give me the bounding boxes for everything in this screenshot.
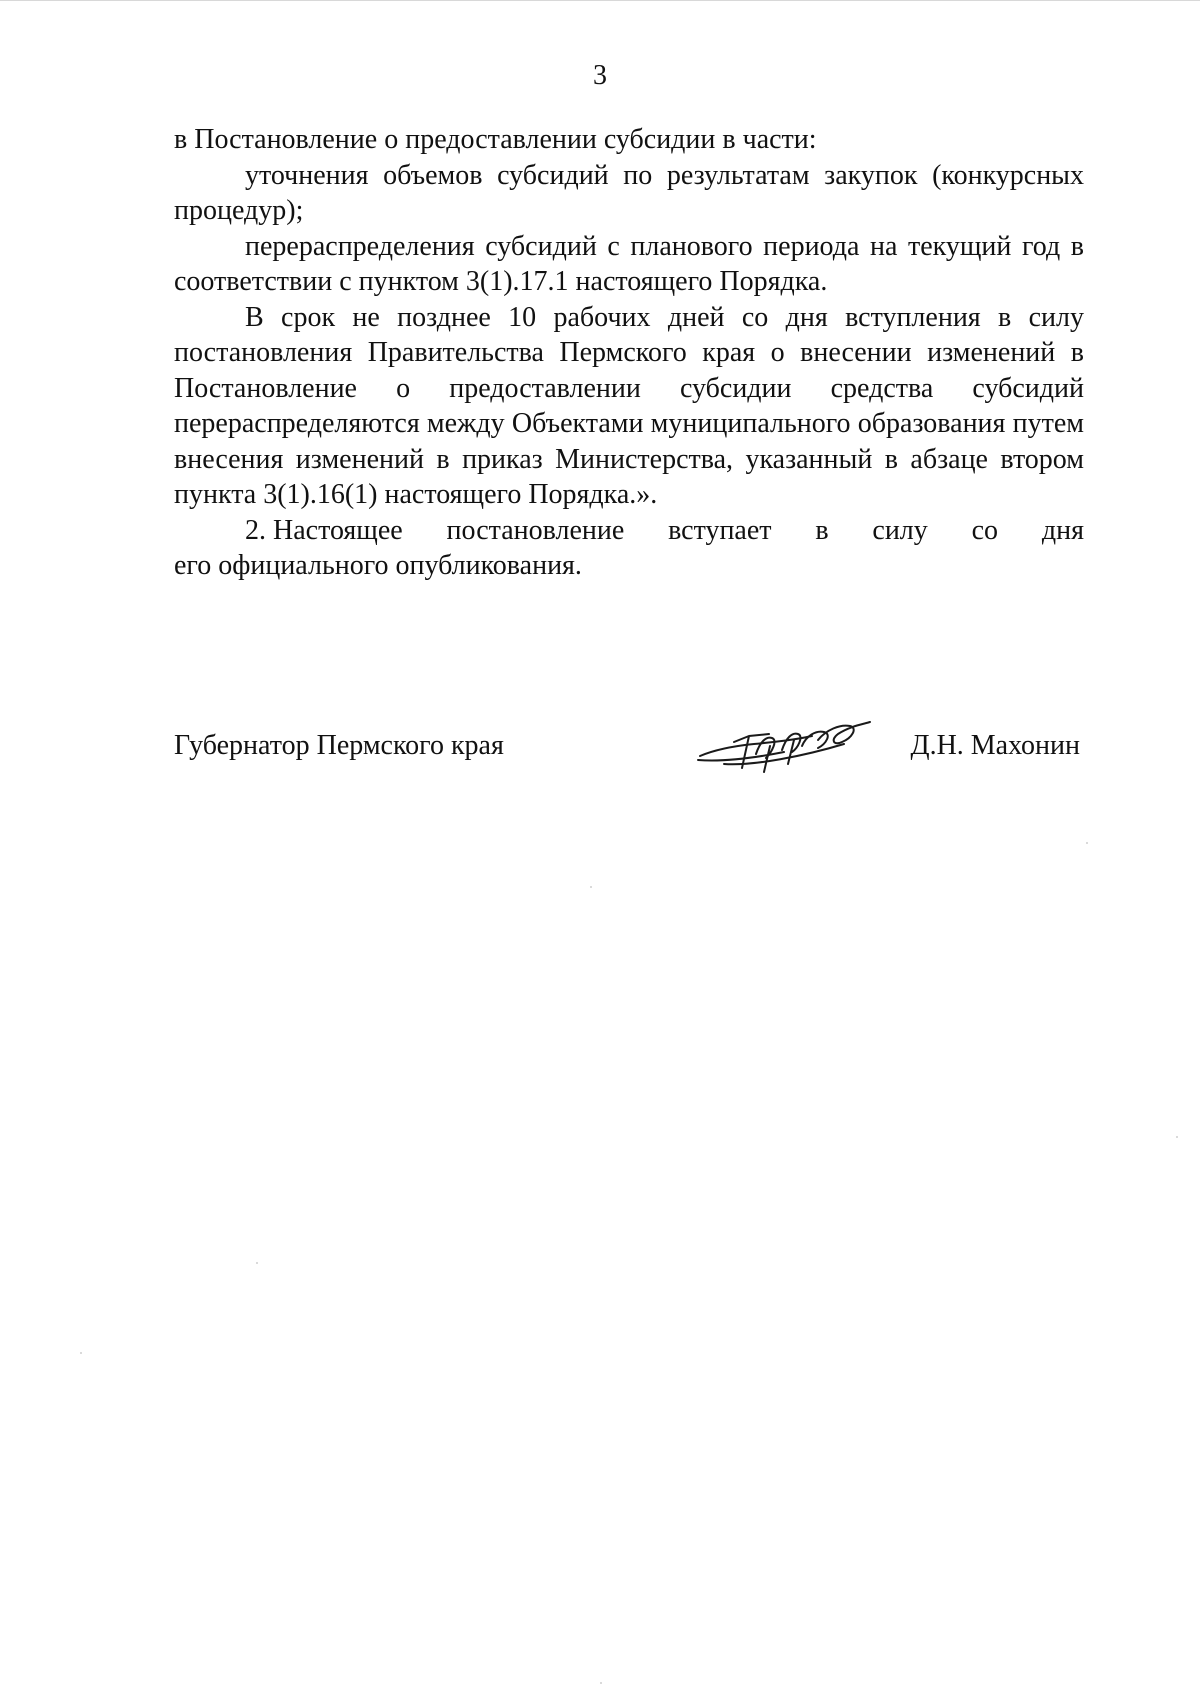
final-clause-word: силу <box>872 514 928 546</box>
final-clause-word: вступает <box>668 514 772 546</box>
scan-speck <box>80 1352 82 1354</box>
paragraph-clarification: уточнения объемов субсидий по результатам закупок (конкурсных процедур); <box>174 159 1084 226</box>
scan-speck <box>1176 1136 1178 1138</box>
signatory-name: Д.Н. Махонин <box>910 730 1080 761</box>
final-clause <box>174 513 1084 584</box>
final-clause-line-1 <box>174 513 1084 549</box>
signatory-title: Губернатор Пермского края <box>174 730 504 761</box>
final-clause-line-2: его официального опубликования. <box>174 550 582 581</box>
document-body <box>174 122 1084 584</box>
scan-edge-line <box>0 0 1200 1</box>
final-clause-word: дня <box>1041 514 1084 546</box>
paragraph-deadline: В срок не позднее 10 рабочих дней со дня вступления в силу постановления Правительства Пермского края о внесении изменений в Постановление о предоставлении субсидии средства субсидий перераспределяются между Объектами муниципального образования путем внесения изменений в приказ Министерства, указанный в абзаце втором пункта 3(1).16(1) настоящего Порядка.». <box>174 301 1084 510</box>
scan-speck <box>1086 842 1088 844</box>
final-clause-word: со <box>971 514 999 546</box>
final-clause-word: в <box>815 514 829 546</box>
final-clause-word: постановление <box>446 514 625 546</box>
scan-speck <box>256 1262 258 1264</box>
final-clause-word: 2. Настоящее <box>245 514 403 546</box>
signature-block <box>174 728 1084 788</box>
handwritten-signature <box>694 706 884 776</box>
paragraph-redistribution: перераспределения субсидий с планового периода на текущий год в соответствии с пунктом 3(1).17.1 настоящего Порядка. <box>174 230 1084 297</box>
scan-speck <box>590 886 592 888</box>
scan-speck <box>600 1682 602 1684</box>
paragraph-intro: в Постановление о предоставлении субсидии в части: <box>174 124 817 155</box>
page-number: 3 <box>593 60 607 91</box>
